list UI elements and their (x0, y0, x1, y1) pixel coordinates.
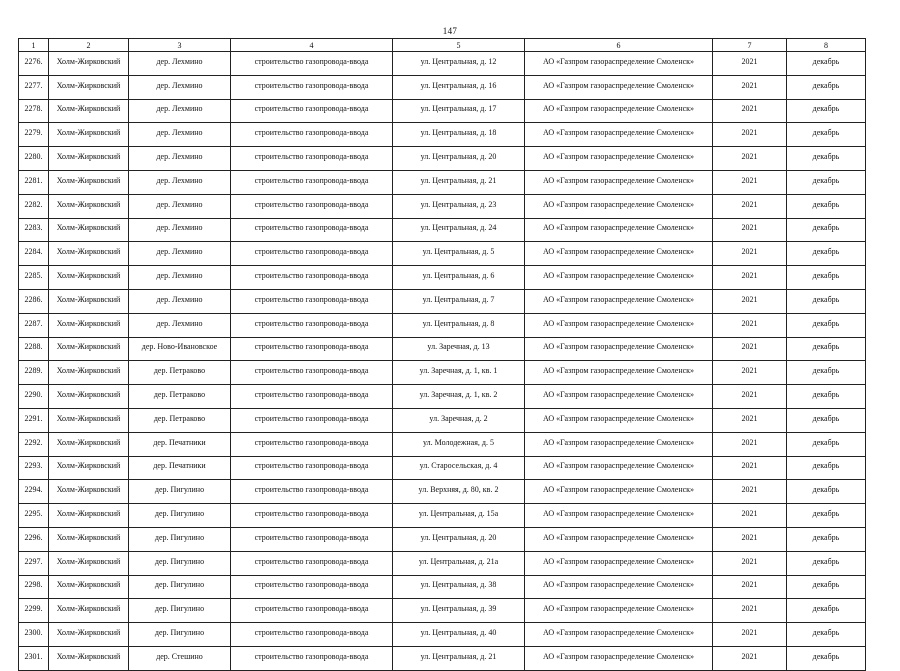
work-type-cell: строительство газопровода-ввода (231, 575, 393, 599)
row-number-cell: 2278. (19, 99, 49, 123)
work-type-cell: строительство газопровода-ввода (231, 75, 393, 99)
column-header: 4 (231, 39, 393, 52)
address-cell: ул. Заречная, д. 13 (393, 337, 525, 361)
address-cell: ул. Заречная, д. 1, кв. 2 (393, 385, 525, 409)
row-number-cell: 2280. (19, 147, 49, 171)
row-number-cell: 2289. (19, 361, 49, 385)
year-cell: 2021 (713, 52, 787, 76)
address-cell: ул. Центральная, д. 8 (393, 313, 525, 337)
address-cell: ул. Центральная, д. 6 (393, 266, 525, 290)
work-type-cell: строительство газопровода-ввода (231, 599, 393, 623)
table-row (19, 75, 866, 99)
row-number-cell: 2282. (19, 194, 49, 218)
table-row (19, 52, 866, 76)
settlement-cell: дер. Пигулино (129, 599, 231, 623)
month-cell: декабрь (787, 623, 866, 647)
row-number-cell: 2299. (19, 599, 49, 623)
work-type-cell: строительство газопровода-ввода (231, 194, 393, 218)
settlement-cell: дер. Лехмино (129, 52, 231, 76)
month-cell: декабрь (787, 218, 866, 242)
row-number-cell: 2281. (19, 170, 49, 194)
column-header: 3 (129, 39, 231, 52)
table-row (19, 551, 866, 575)
month-cell: декабрь (787, 480, 866, 504)
address-cell: ул. Центральная, д. 20 (393, 527, 525, 551)
contractor-cell: АО «Газпром газораспределение Смоленск» (525, 337, 713, 361)
district-cell: Холм-Жирковский (49, 646, 129, 670)
row-number-cell: 2279. (19, 123, 49, 147)
address-cell: ул. Центральная, д. 18 (393, 123, 525, 147)
settlement-cell: дер. Лехмино (129, 170, 231, 194)
month-cell: декабрь (787, 242, 866, 266)
month-cell: декабрь (787, 313, 866, 337)
address-cell: ул. Заречная, д. 1, кв. 1 (393, 361, 525, 385)
district-cell: Холм-Жирковский (49, 432, 129, 456)
table-row (19, 480, 866, 504)
address-cell: ул. Центральная, д. 39 (393, 599, 525, 623)
district-cell: Холм-Жирковский (49, 361, 129, 385)
settlement-cell: дер. Пигулино (129, 575, 231, 599)
month-cell: декабрь (787, 147, 866, 171)
district-cell: Холм-Жирковский (49, 480, 129, 504)
month-cell: декабрь (787, 289, 866, 313)
table-row (19, 456, 866, 480)
contractor-cell: АО «Газпром газораспределение Смоленск» (525, 575, 713, 599)
table-row (19, 646, 866, 670)
table-row (19, 408, 866, 432)
work-type-cell: строительство газопровода-ввода (231, 456, 393, 480)
settlement-cell: дер. Лехмино (129, 99, 231, 123)
work-type-cell: строительство газопровода-ввода (231, 646, 393, 670)
year-cell: 2021 (713, 646, 787, 670)
year-cell: 2021 (713, 170, 787, 194)
row-number-cell: 2276. (19, 52, 49, 76)
contractor-cell: АО «Газпром газораспределение Смоленск» (525, 551, 713, 575)
table-row (19, 170, 866, 194)
settlement-cell: дер. Петраково (129, 408, 231, 432)
month-cell: декабрь (787, 337, 866, 361)
contractor-cell: АО «Газпром газораспределение Смоленск» (525, 527, 713, 551)
table-row (19, 385, 866, 409)
district-cell: Холм-Жирковский (49, 504, 129, 528)
settlement-cell: дер. Ново-Ивановское (129, 337, 231, 361)
column-header: 7 (713, 39, 787, 52)
address-cell: ул. Старосельская, д. 4 (393, 456, 525, 480)
address-cell: ул. Центральная, д. 5 (393, 242, 525, 266)
column-header: 1 (19, 39, 49, 52)
address-cell: ул. Центральная, д. 21а (393, 551, 525, 575)
year-cell: 2021 (713, 385, 787, 409)
table-body (19, 52, 866, 671)
row-number-cell: 2287. (19, 313, 49, 337)
row-number-cell: 2291. (19, 408, 49, 432)
year-cell: 2021 (713, 575, 787, 599)
page-number: 147 (442, 26, 458, 36)
work-type-cell: строительство газопровода-ввода (231, 361, 393, 385)
table-row (19, 99, 866, 123)
year-cell: 2021 (713, 147, 787, 171)
row-number-cell: 2300. (19, 623, 49, 647)
column-header: 6 (525, 39, 713, 52)
year-cell: 2021 (713, 361, 787, 385)
settlement-cell: дер. Пигулино (129, 504, 231, 528)
row-number-cell: 2290. (19, 385, 49, 409)
work-type-cell: строительство газопровода-ввода (231, 170, 393, 194)
year-cell: 2021 (713, 289, 787, 313)
month-cell: декабрь (787, 194, 866, 218)
column-header: 2 (49, 39, 129, 52)
table-row (19, 527, 866, 551)
settlement-cell: дер. Печатники (129, 456, 231, 480)
table-row (19, 266, 866, 290)
contractor-cell: АО «Газпром газораспределение Смоленск» (525, 170, 713, 194)
year-cell: 2021 (713, 123, 787, 147)
district-cell: Холм-Жирковский (49, 527, 129, 551)
address-cell: ул. Центральная, д. 7 (393, 289, 525, 313)
month-cell: декабрь (787, 432, 866, 456)
month-cell: декабрь (787, 575, 866, 599)
contractor-cell: АО «Газпром газораспределение Смоленск» (525, 123, 713, 147)
settlement-cell: дер. Лехмино (129, 194, 231, 218)
row-number-cell: 2296. (19, 527, 49, 551)
contractor-cell: АО «Газпром газораспределение Смоленск» (525, 504, 713, 528)
district-cell: Холм-Жирковский (49, 551, 129, 575)
year-cell: 2021 (713, 337, 787, 361)
table-row (19, 147, 866, 171)
month-cell: декабрь (787, 52, 866, 76)
year-cell: 2021 (713, 218, 787, 242)
district-cell: Холм-Жирковский (49, 218, 129, 242)
year-cell: 2021 (713, 551, 787, 575)
work-type-cell: строительство газопровода-ввода (231, 218, 393, 242)
district-cell: Холм-Жирковский (49, 337, 129, 361)
district-cell: Холм-Жирковский (49, 194, 129, 218)
row-number-cell: 2292. (19, 432, 49, 456)
row-number-cell: 2297. (19, 551, 49, 575)
contractor-cell: АО «Газпром газораспределение Смоленск» (525, 385, 713, 409)
month-cell: декабрь (787, 123, 866, 147)
settlement-cell: дер. Лехмино (129, 147, 231, 171)
month-cell: декабрь (787, 170, 866, 194)
row-number-cell: 2298. (19, 575, 49, 599)
settlement-cell: дер. Пигулино (129, 623, 231, 647)
contractor-cell: АО «Газпром газораспределение Смоленск» (525, 623, 713, 647)
month-cell: декабрь (787, 551, 866, 575)
address-cell: ул. Центральная, д. 38 (393, 575, 525, 599)
district-cell: Холм-Жирковский (49, 123, 129, 147)
contractor-cell: АО «Газпром газораспределение Смоленск» (525, 266, 713, 290)
table-row (19, 123, 866, 147)
address-cell: ул. Центральная, д. 21 (393, 646, 525, 670)
row-number-cell: 2288. (19, 337, 49, 361)
contractor-cell: АО «Газпром газораспределение Смоленск» (525, 52, 713, 76)
address-cell: ул. Центральная, д. 21 (393, 170, 525, 194)
row-number-cell: 2283. (19, 218, 49, 242)
work-type-cell: строительство газопровода-ввода (231, 527, 393, 551)
district-cell: Холм-Жирковский (49, 242, 129, 266)
work-type-cell: строительство газопровода-ввода (231, 432, 393, 456)
contractor-cell: АО «Газпром газораспределение Смоленск» (525, 480, 713, 504)
contractor-cell: АО «Газпром газораспределение Смоленск» (525, 75, 713, 99)
table-row (19, 194, 866, 218)
contractor-cell: АО «Газпром газораспределение Смоленск» (525, 646, 713, 670)
month-cell: декабрь (787, 75, 866, 99)
work-type-cell: строительство газопровода-ввода (231, 480, 393, 504)
work-type-cell: строительство газопровода-ввода (231, 147, 393, 171)
settlement-cell: дер. Пигулино (129, 551, 231, 575)
contractor-cell: АО «Газпром газораспределение Смоленск» (525, 289, 713, 313)
table-row (19, 599, 866, 623)
district-cell: Холм-Жирковский (49, 313, 129, 337)
year-cell: 2021 (713, 194, 787, 218)
settlement-cell: дер. Пигулино (129, 480, 231, 504)
contractor-cell: АО «Газпром газораспределение Смоленск» (525, 218, 713, 242)
address-cell: ул. Центральная, д. 17 (393, 99, 525, 123)
district-cell: Холм-Жирковский (49, 99, 129, 123)
month-cell: декабрь (787, 266, 866, 290)
work-type-cell: строительство газопровода-ввода (231, 408, 393, 432)
year-cell: 2021 (713, 623, 787, 647)
column-header: 8 (787, 39, 866, 52)
district-cell: Холм-Жирковский (49, 623, 129, 647)
district-cell: Холм-Жирковский (49, 289, 129, 313)
settlement-cell: дер. Лехмино (129, 218, 231, 242)
settlement-cell: дер. Лехмино (129, 242, 231, 266)
column-number-row (19, 39, 866, 52)
settlement-cell: дер. Лехмино (129, 75, 231, 99)
month-cell: декабрь (787, 456, 866, 480)
district-cell: Холм-Жирковский (49, 147, 129, 171)
year-cell: 2021 (713, 432, 787, 456)
table-header (19, 39, 866, 52)
address-cell: ул. Молодежная, д. 5 (393, 432, 525, 456)
district-cell: Холм-Жирковский (49, 75, 129, 99)
row-number-cell: 2294. (19, 480, 49, 504)
year-cell: 2021 (713, 313, 787, 337)
table-row (19, 313, 866, 337)
row-number-cell: 2301. (19, 646, 49, 670)
address-cell: ул. Центральная, д. 12 (393, 52, 525, 76)
column-header: 5 (393, 39, 525, 52)
table-row (19, 242, 866, 266)
table-row (19, 432, 866, 456)
contractor-cell: АО «Газпром газораспределение Смоленск» (525, 99, 713, 123)
settlement-cell: дер. Печатники (129, 432, 231, 456)
row-number-cell: 2295. (19, 504, 49, 528)
work-type-cell: строительство газопровода-ввода (231, 266, 393, 290)
gasification-schedule-table (18, 38, 866, 671)
contractor-cell: АО «Газпром газораспределение Смоленск» (525, 361, 713, 385)
settlement-cell: дер. Петраково (129, 361, 231, 385)
month-cell: декабрь (787, 408, 866, 432)
year-cell: 2021 (713, 408, 787, 432)
address-cell: ул. Верхняя, д. 80, кв. 2 (393, 480, 525, 504)
settlement-cell: дер. Лехмино (129, 123, 231, 147)
row-number-cell: 2293. (19, 456, 49, 480)
settlement-cell: дер. Стешино (129, 646, 231, 670)
address-cell: ул. Центральная, д. 40 (393, 623, 525, 647)
month-cell: декабрь (787, 385, 866, 409)
settlement-cell: дер. Лехмино (129, 289, 231, 313)
row-number-cell: 2285. (19, 266, 49, 290)
table-row (19, 504, 866, 528)
table-row (19, 337, 866, 361)
address-cell: ул. Заречная, д. 2 (393, 408, 525, 432)
district-cell: Холм-Жирковский (49, 266, 129, 290)
work-type-cell: строительство газопровода-ввода (231, 242, 393, 266)
settlement-cell: дер. Пигулино (129, 527, 231, 551)
month-cell: декабрь (787, 599, 866, 623)
work-type-cell: строительство газопровода-ввода (231, 337, 393, 361)
year-cell: 2021 (713, 242, 787, 266)
work-type-cell: строительство газопровода-ввода (231, 551, 393, 575)
year-cell: 2021 (713, 266, 787, 290)
district-cell: Холм-Жирковский (49, 575, 129, 599)
year-cell: 2021 (713, 480, 787, 504)
year-cell: 2021 (713, 599, 787, 623)
year-cell: 2021 (713, 527, 787, 551)
year-cell: 2021 (713, 75, 787, 99)
row-number-cell: 2286. (19, 289, 49, 313)
work-type-cell: строительство газопровода-ввода (231, 623, 393, 647)
contractor-cell: АО «Газпром газораспределение Смоленск» (525, 599, 713, 623)
address-cell: ул. Центральная, д. 16 (393, 75, 525, 99)
work-type-cell: строительство газопровода-ввода (231, 313, 393, 337)
district-cell: Холм-Жирковский (49, 170, 129, 194)
district-cell: Холм-Жирковский (49, 599, 129, 623)
month-cell: декабрь (787, 646, 866, 670)
month-cell: декабрь (787, 361, 866, 385)
table-row (19, 361, 866, 385)
table-row (19, 289, 866, 313)
district-cell: Холм-Жирковский (49, 456, 129, 480)
table-row (19, 218, 866, 242)
table-row (19, 575, 866, 599)
contractor-cell: АО «Газпром газораспределение Смоленск» (525, 194, 713, 218)
contractor-cell: АО «Газпром газораспределение Смоленск» (525, 432, 713, 456)
row-number-cell: 2277. (19, 75, 49, 99)
contractor-cell: АО «Газпром газораспределение Смоленск» (525, 242, 713, 266)
table-row (19, 623, 866, 647)
month-cell: декабрь (787, 99, 866, 123)
district-cell: Холм-Жирковский (49, 52, 129, 76)
work-type-cell: строительство газопровода-ввода (231, 504, 393, 528)
row-number-cell: 2284. (19, 242, 49, 266)
address-cell: ул. Центральная, д. 23 (393, 194, 525, 218)
work-type-cell: строительство газопровода-ввода (231, 289, 393, 313)
work-type-cell: строительство газопровода-ввода (231, 99, 393, 123)
district-cell: Холм-Жирковский (49, 408, 129, 432)
contractor-cell: АО «Газпром газораспределение Смоленск» (525, 456, 713, 480)
address-cell: ул. Центральная, д. 24 (393, 218, 525, 242)
year-cell: 2021 (713, 504, 787, 528)
contractor-cell: АО «Газпром газораспределение Смоленск» (525, 408, 713, 432)
settlement-cell: дер. Лехмино (129, 313, 231, 337)
address-cell: ул. Центральная, д. 15а (393, 504, 525, 528)
work-type-cell: строительство газопровода-ввода (231, 385, 393, 409)
address-cell: ул. Центральная, д. 20 (393, 147, 525, 171)
settlement-cell: дер. Петраково (129, 385, 231, 409)
settlement-cell: дер. Лехмино (129, 266, 231, 290)
district-cell: Холм-Жирковский (49, 385, 129, 409)
contractor-cell: АО «Газпром газораспределение Смоленск» (525, 147, 713, 171)
work-type-cell: строительство газопровода-ввода (231, 52, 393, 76)
month-cell: декабрь (787, 527, 866, 551)
year-cell: 2021 (713, 99, 787, 123)
year-cell: 2021 (713, 456, 787, 480)
month-cell: декабрь (787, 504, 866, 528)
contractor-cell: АО «Газпром газораспределение Смоленск» (525, 313, 713, 337)
work-type-cell: строительство газопровода-ввода (231, 123, 393, 147)
